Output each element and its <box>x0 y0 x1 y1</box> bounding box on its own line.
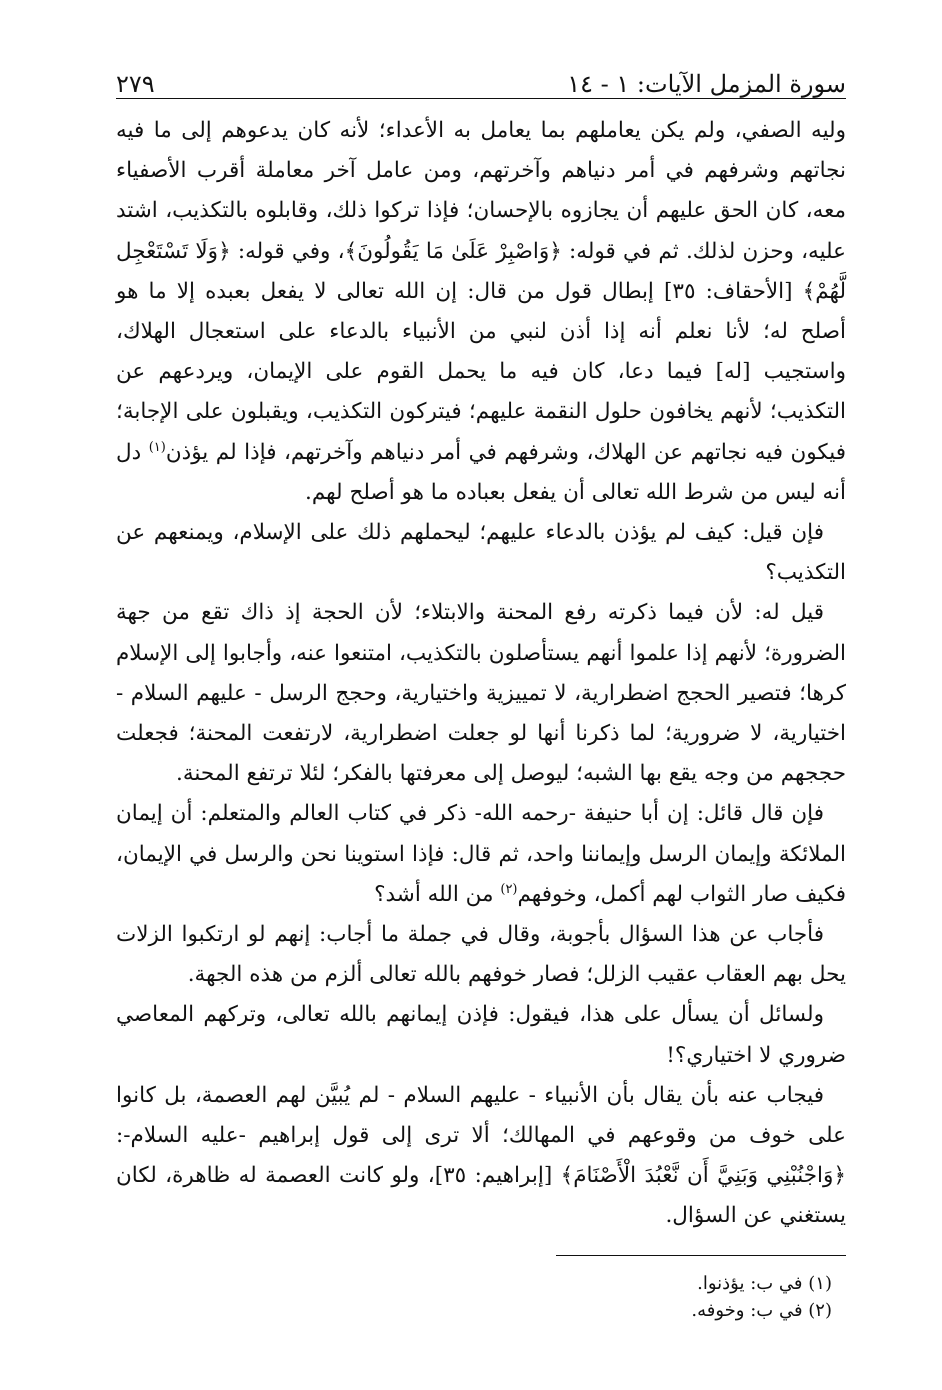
footnote-ref-1: (١) <box>148 439 166 455</box>
header-title: سورة المزمل الآيات: ١ - ١٤ <box>567 70 846 98</box>
paragraph-2: فإن قيل: كيف لم يؤذن بالدعاء عليهم؛ ليحملهم ذلك على الإسلام، ويمنعهم عن التكذيب؟ <box>116 520 846 586</box>
body-text <box>116 111 846 1237</box>
book-page <box>116 58 846 1324</box>
footnote-separator <box>556 1255 846 1256</box>
paragraph-1: وليه الصفي، ولم يكن يعاملهم بما يعامل به الأعداء؛ لأنه كان يدعوهم إلى ما فيه نجاتهم وشرفهم في أمر دنياهم وآخرتهم، ومن عامل آخر معاملة أقرب الأصفياء معه، كان الحق عليهم أن يجازوه بالإحسان؛ فإذا تركوا ذلك، وقابلوه بالتكذيب، اشتد عليه، وحزن لذلك. ثم في قوله: ﴿وَاصْبِرْ عَلَىٰ مَا يَقُولُونَ﴾، وفي قوله: ﴿وَلَا تَسْتَعْجِل لَّهُمْ﴾ [الأحقاف: ٣٥] إبطال قول من قال: إن الله تعالى لا يفعل بعبده إلا ما هو أصلح له؛ لأنا نعلم أنه إذا أذن لنبي من الأنبياء بالدعاء على استعجال الهلاك، واستجيب [له] فيما دعا، كان فيه ما يحمل القوم على الإيمان، ويردعهم عن التكذيب؛ لأنهم يخافون حلول النقمة عليهم؛ فيتركون التكذيب، ويقبلون على الإجابة؛ فيكون فيه نجاتهم عن الهلاك، وشرفهم في أمر دنياهم وآخرتهم، فإذا لم يؤذن$^{(١)}$ دل أنه ليس من شرط الله تعالى أن يفعل بعباده ما هو أصلح لهم. <box>116 118 847 505</box>
footnotes <box>116 1270 846 1324</box>
footnote-ref-2: (٢) <box>500 881 518 897</box>
paragraph-3: قيل له: لأن فيما ذكرته رفع المحنة والابتلاء؛ لأن الحجة إذ ذاك تقع من جهة الضرورة؛ لأنهم إذا علموا أنهم يستأصلون بالتكذيب، امتنعوا عنه، وأجابوا إلى الإسلام كرها؛ فتصير الحجج اضطرارية، لا تمييزية واختيارية، وحجج الرسل - عليهم السلام - اختيارية، لا ضرورية؛ لما ذكرنا أنها لو جعلت اضطرارية، لارتفعت المحنة؛ فجعلت حججهم من وجه يقع بها الشبه؛ ليوصل إلى معرفتها بالفكر؛ لئلا ترتفع المحنة. <box>116 600 846 787</box>
paragraph-5: فأجاب عن هذا السؤال بأجوبة، وقال في جملة ما أجاب: إنهم لو ارتكبوا الزلات يحل بهم العقاب عقيب الزلل؛ فصار خوفهم بالله تعالى ألزم من هذه الجهة. <box>116 922 846 988</box>
running-header <box>116 58 846 99</box>
footnote-2: (٢) في ب: وخوفه. <box>691 1299 832 1321</box>
footnote-1: (١) في ب: يؤذنوا. <box>697 1272 832 1294</box>
paragraph-7: فيجاب عنه بأن يقال بأن الأنبياء - عليهم السلام - لم يُبيَّن لهم العصمة، بل كانوا على خوف من وقوعهم في المهالك؛ ألا ترى إلى قول إبراهيم -عليه السلام-: ﴿وَاجْنُبْنِي وَبَنِيَّ أَن نَّعْبُدَ الْأَصْنَامَ﴾ [إبراهيم: ٣٥]، ولو كانت العصمة له ظاهرة، لكان يستغني عن السؤال. <box>116 1082 846 1229</box>
paragraph-4: فإن قال قائل: إن أبا حنيفة -رحمه الله- ذكر في كتاب العالم والمتعلم: أن إيمان الملائكة وإيمان الرسل وإيماننا واحد، ثم قال: فإذا استوينا نحن والرسل في الإيمان، فكيف صار الثواب لهم أكمل، وخوفهم$^{(٢)}$ من الله أشد؟ <box>116 801 846 907</box>
page-number: ٢٧٩ <box>116 70 155 98</box>
paragraph-6: ولسائل أن يسأل على هذا، فيقول: فإذن إيمانهم بالله تعالى، وتركهم المعاصي ضروري لا اختياري؟! <box>116 1002 846 1068</box>
